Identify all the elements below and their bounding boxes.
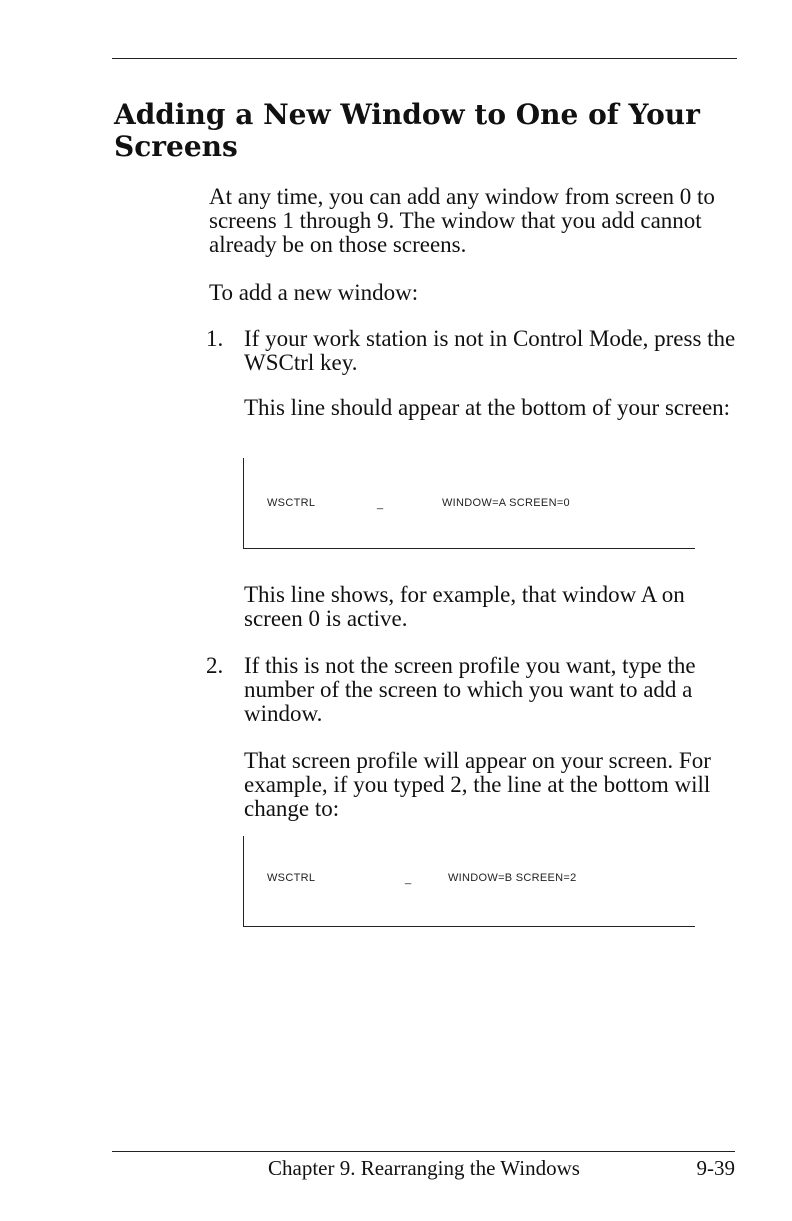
step-number: 1. [206,326,224,351]
wsctrl-label: WSCTRL [267,497,316,509]
cursor-mark: _ [377,498,384,510]
top-rule [112,58,737,59]
page-number: 9-39 [696,1156,735,1180]
step-1-explanation: This line shows, for example, that window A on screen 0 is active. [244,582,685,631]
step-number: 2. [206,653,224,678]
step-2-followup: That screen profile will appear on your screen. For example, if you typed 2, the line at the bottom will change to: [244,748,711,821]
status-line-example-1 [243,458,695,549]
section-heading: Adding a New Window to One of Your Screens [114,98,700,163]
window-screen-status: WINDOW=B SCREEN=2 [448,872,577,884]
status-line-example-2 [243,836,695,927]
step-1-followup: This line should appear at the bottom of your screen: [244,395,731,420]
intro-lead-in: To add a new window: [209,280,419,305]
step-2-text: If this is not the screen profile you want, type the number of the screen to which you want to add a window. [244,653,696,726]
intro-paragraph: At any time, you can add any window from screen 0 to screens 1 through 9. The window that you add cannot already be on those screens. [209,184,715,257]
step-1-text: If your work station is not in Control Mode, press the WSCtrl key. [244,326,736,375]
window-screen-status: WINDOW=A SCREEN=0 [442,497,570,509]
bottom-rule [112,1151,735,1152]
cursor-mark: _ [405,873,412,885]
wsctrl-label: WSCTRL [267,872,316,884]
chapter-title: Chapter 9. Rearranging the Windows [268,1156,580,1180]
